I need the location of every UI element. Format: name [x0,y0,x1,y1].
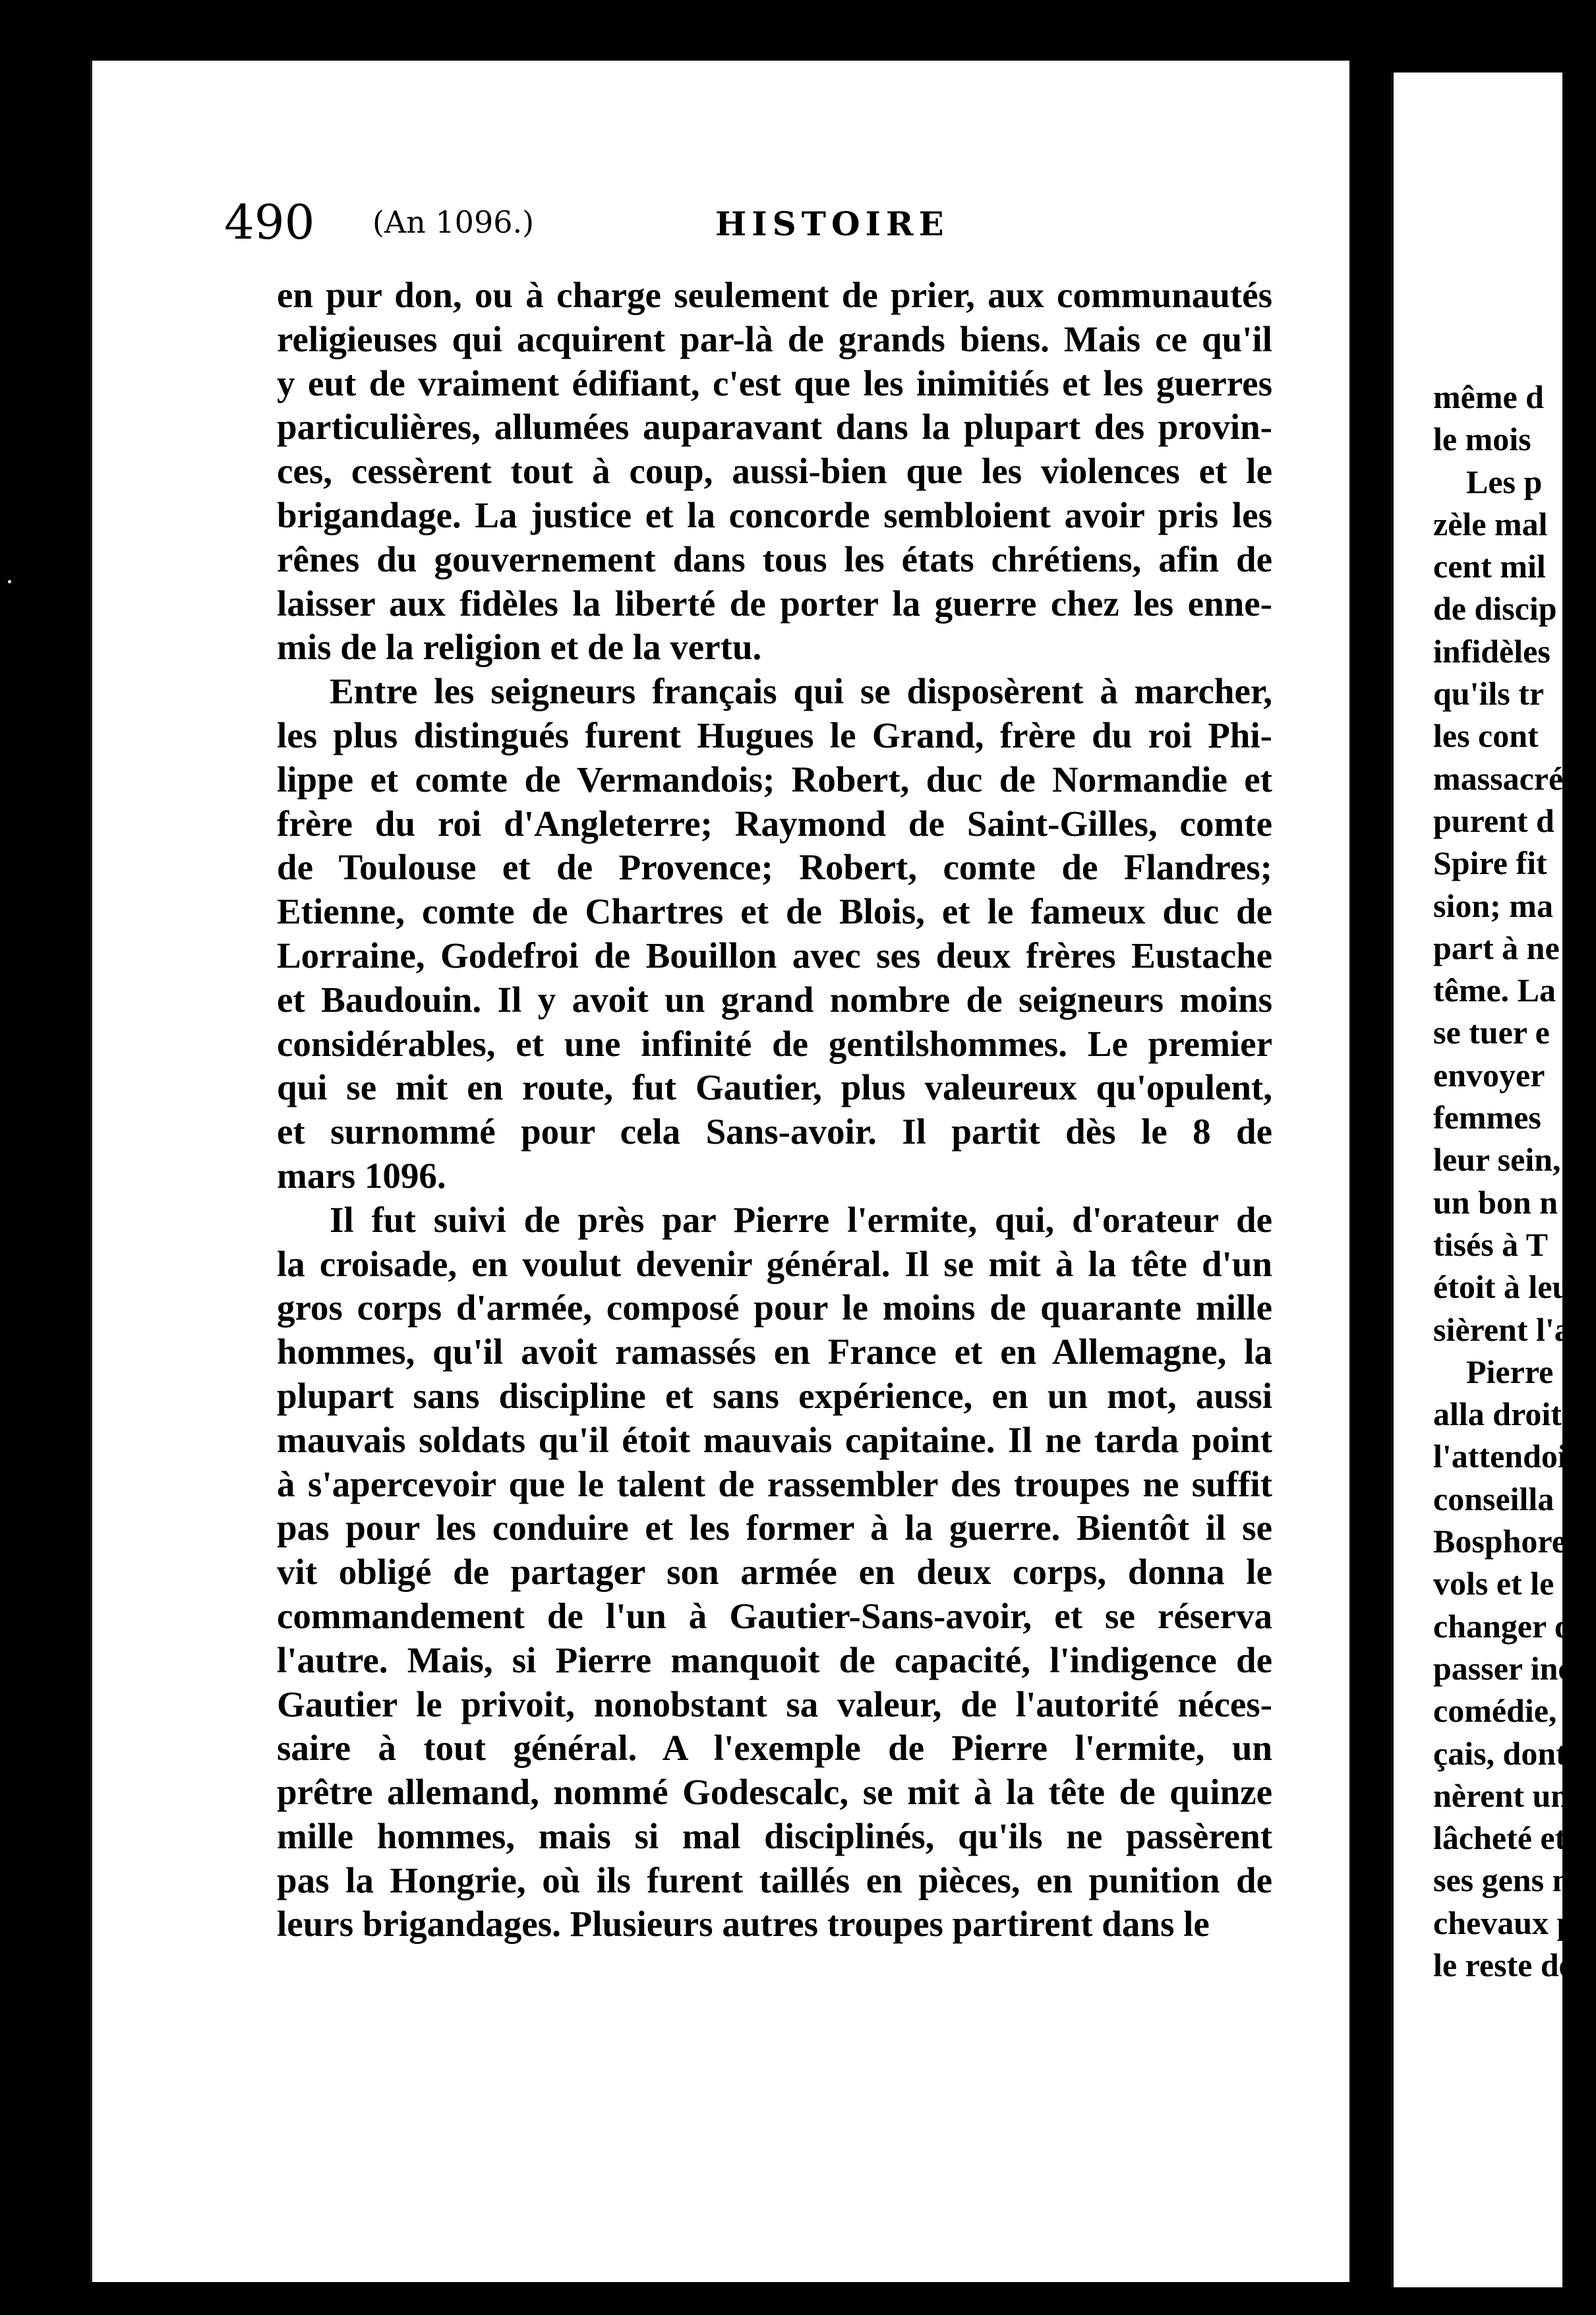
text-line: considérables, et une infinité de gentilshommes. Le premier [277,1023,1272,1064]
right-text-line: massacré [1433,759,1564,797]
text-line: vit obligé de partager son armée en deux corps, donna le [277,1552,1272,1593]
text-line: et Baudouin. Il y avoit un grand nombre de seigneurs moins [277,979,1272,1020]
right-text-line: sièrent l'a [1433,1310,1571,1348]
right-text-line: sion; ma [1433,887,1553,924]
right-text-line: part à ne [1433,929,1560,966]
text-line: particulières, allumées auparavant dans la plupart des provin- [277,407,1272,448]
text-line: hommes, qu'il avoit ramassés en France et en Allemagne, la [277,1332,1272,1372]
right-text-line: changer de [1433,1607,1587,1645]
text-line: de Toulouse et de Provence; Robert, comte de Flandres; [277,847,1272,888]
text-line: et surnommé pour cela Sans-avoir. Il partit dès le 8 de [277,1111,1272,1152]
text-line: l'autre. Mais, si Pierre manquoit de capacité, l'indigence de [277,1639,1272,1680]
text-line: gros corps d'armée, composé pour le moins de quarante mille [277,1287,1272,1328]
text-line: Entre les seigneurs français qui se disposèrent à marcher, [330,671,1272,712]
right-text-line: le mois [1433,421,1531,458]
right-text-line: tême. La [1433,972,1556,1009]
right-text-line: étoit à leu [1433,1268,1571,1306]
text-line: mille hommes, mais si mal disciplinés, qu'ils ne passèrent [277,1815,1272,1856]
right-text-line: l'attendoit [1433,1438,1578,1475]
body-text [277,274,1272,1947]
text-line: pas la Hongrie, où ils furent taillés en pièces, en punition de [277,1860,1272,1900]
right-page-text [1433,376,1596,1986]
right-text-line: comédie, [1433,1692,1557,1730]
text-line: religieuses qui acquirent par-là de grands biens. Mais ce qu'il [277,318,1272,359]
right-text-line: lâcheté et l [1433,1819,1583,1857]
right-text-line: leur sein, [1433,1141,1561,1179]
right-text-line: envoyer [1433,1056,1545,1094]
right-text-line: passer ince [1433,1649,1587,1687]
text-line: y eut de vraiment édifiant, c'est que les inimitiés et les guerres [277,363,1272,403]
right-text-line: nèrent un [1433,1776,1570,1814]
text-line: saire à tout général. A l'exemple de Pierre l'ermite, un [277,1728,1272,1769]
right-text-line: qu'ils tr [1433,675,1545,713]
text-line: lippe et comte de Vermandois; Robert, duc de Normandie et [277,759,1272,800]
text-line: Etienne, comte de Chartres et de Blois, et le fameux duc de [277,891,1272,932]
right-text-line: même d [1433,378,1544,415]
text-line: qui se mit en route, fut Gautier, plus valeureux qu'opulent, [277,1067,1272,1108]
text-line: leurs brigandages. Plusieurs autres troupes partirent dans le [277,1904,1210,1945]
page-header [224,165,1292,250]
text-line: mis de la religion et de la vertu. [277,627,762,668]
text-line: à s'apercevoir que le talent de rassembler des troupes ne suffit [277,1463,1272,1504]
right-text-line: Les p [1466,463,1543,500]
right-text-line: conseilla [1433,1480,1554,1517]
text-line: la croisade, en voulut devenir général. Il se mit à la tête d'un [277,1243,1272,1284]
running-title: HISTOIRE [715,204,949,243]
right-page [1391,73,1596,2287]
right-text-line: femmes [1433,1099,1541,1136]
text-line: commandement de l'un à Gautier-Sans-avoir, et se réserva [277,1595,1272,1636]
right-text-line: vols et le [1433,1565,1554,1602]
text-line: les plus distingués furent Hugues le Grand, frère du roi Phi- [277,715,1272,755]
right-text-line: se tuer e [1433,1014,1550,1051]
text-line: Il fut suivi de près par Pierre l'ermite, qui, d'orateur de [330,1199,1272,1240]
right-text-line: chevaux p [1433,1904,1576,1941]
right-text-line: Bosphore, [1433,1523,1575,1560]
right-text-line: purent d [1433,802,1554,839]
text-line: Gautier le privoit, nonobstant sa valeur, de l'autorité néces- [277,1684,1272,1724]
text-line: mars 1096. [277,1155,446,1196]
text-line: frère du roi d'Angleterre; Raymond de Saint-Gilles, comte [277,803,1272,844]
text-line: laisser aux fidèles la liberté de porter la guerre chez les enne- [277,583,1272,624]
text-line: ces, cessèrent tout à coup, aussi-bien que les violences et le [277,451,1272,492]
right-text-line: ses gens ma [1433,1861,1596,1899]
text-line: rênes du gouvernement dans tous les états chrétiens, afin de [277,539,1272,579]
text-line: plupart sans discipline et sans expérience, en un mot, aussi [277,1375,1272,1416]
text-line: en pur don, ou à charge seulement de prier, aux communautés [277,275,1272,315]
right-text-line: infidèles [1433,632,1551,670]
right-text-line: Pierre [1466,1353,1554,1390]
right-text-line: çais, dont i [1433,1734,1585,1772]
text-line: prêtre allemand, nommé Godescalc, se mit à la tête de quinze [277,1772,1272,1813]
header-year: (An 1096.) [372,204,535,240]
right-text-line: cent mil [1433,548,1546,585]
right-text-line: le reste den [1433,1946,1592,1983]
page-number: 490 [224,194,315,250]
speck [8,580,11,583]
right-text-line: un bon n [1433,1183,1558,1221]
right-text-line: de discip [1433,590,1557,628]
text-line: pas pour les conduire et les former à la guerre. Bientôt il se [277,1508,1272,1548]
right-text-line: alla droit [1433,1395,1562,1433]
text-line: brigandage. La justice et la concorde sembloient avoir pris les [277,494,1272,535]
text-line: Lorraine, Godefroi de Bouillon avec ses deux frères Eustache [277,935,1272,976]
right-text-line: tisés à T [1433,1225,1549,1263]
right-text-line: Spire fit [1433,844,1547,882]
right-text-line: zèle mal [1433,505,1548,542]
text-line: mauvais soldats qu'il étoit mauvais capitaine. Il ne tarda point [277,1419,1272,1460]
left-margin [0,0,90,2315]
right-text-line: les cont [1433,717,1539,755]
